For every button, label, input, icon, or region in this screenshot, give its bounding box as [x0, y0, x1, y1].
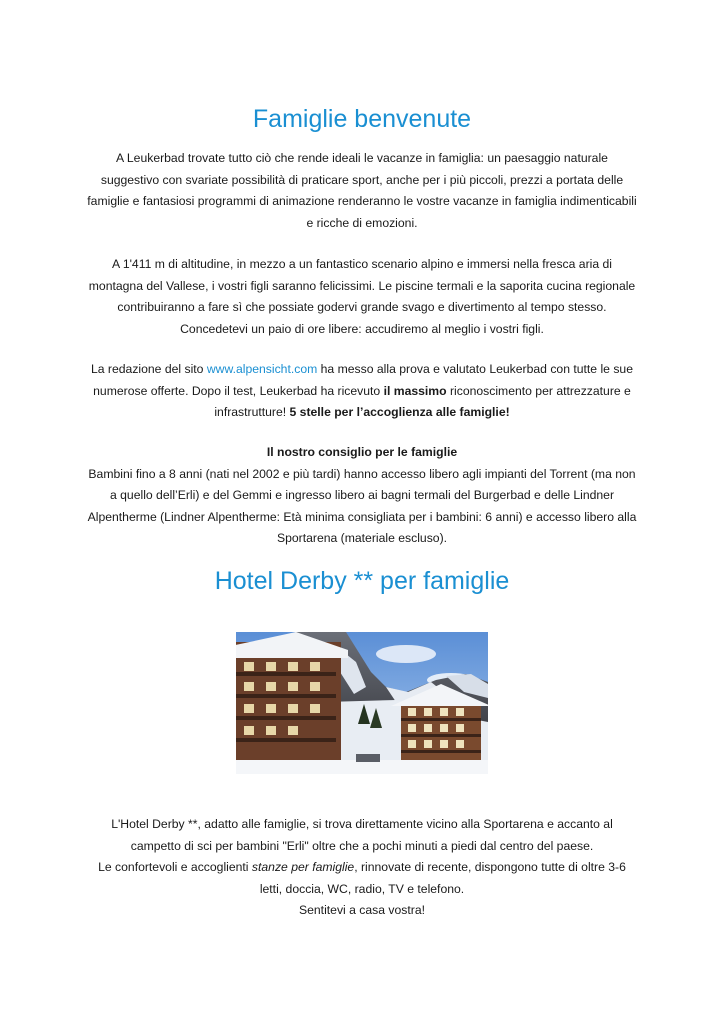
text-fragment: , rinnovate di recente, dispongono tutte di oltre 3-6: [354, 860, 626, 875]
text-fragment: ha messo alla prova e valutato Leukerbad con tutte le sue: [317, 362, 633, 376]
altitude-paragraph: [70, 254, 654, 340]
text-fragment: La redazione del sito: [90, 362, 207, 376]
italic-highlight: stanze per famiglie: [251, 860, 355, 875]
text-line: Concedetevi un paio di ore libere: accudiremo al meglio i vostri figli.: [180, 321, 544, 336]
section-title-famiglie: Famiglie benvenute: [252, 105, 472, 133]
text-line: [70, 359, 654, 381]
five-stars-highlight: 5 stelle per l’accoglienza alle famiglie!: [289, 405, 510, 420]
section-title-hotel-derby: Hotel Derby ** per famiglie: [214, 567, 510, 595]
text-fragment: Le confortevoli e accoglienti: [98, 860, 252, 875]
text-line: Sentitevi a casa vostra!: [299, 903, 425, 918]
text-line: [70, 381, 654, 403]
text-fragment: infrastrutture!: [214, 405, 290, 420]
text-line: [70, 857, 654, 879]
text-line: L'Hotel Derby **, adatto alle famiglie, si trova direttamente vicino alla Sportarena e accanto al: [111, 817, 613, 831]
bold-highlight: il massimo: [383, 383, 447, 398]
text-line: A 1'411 m di altitudine, in mezzo a un fantastico scenario alpino e immersi nella fresca aria di: [111, 257, 612, 271]
hotel-photo: [236, 632, 488, 774]
text-line: [70, 402, 654, 424]
text-line: campetto di sci per bambini "Erli" oltre che a pochi minuti a piedi dal centro del paese.: [130, 838, 594, 853]
text-line: suggestivo con svariate possibilità di praticare sport, anche per i più piccoli, prezzi a portata delle: [100, 172, 624, 187]
text-line: A Leukerbad trovate tutto ciò che rende ideali le vacanze in famiglia: un paesaggio naturale: [116, 151, 608, 165]
text-line: famiglie e fantasiosi programmi di animazione renderanno le vostre vacanze in famiglia indimenticabili: [87, 194, 637, 209]
text-line: Sportarena (materiale escluso).: [276, 531, 448, 546]
text-line: Alpentherme (Lindner Alpentherme: Età minima consigliata per i bambini: 6 anni) e accesso libero alla: [87, 509, 637, 524]
intro-paragraph: [70, 148, 654, 234]
text-fragment: riconoscimento per attrezzature e: [446, 383, 631, 398]
text-line: contribuiranno a fare sì che possiate godervi grande svago e divertimento al tempo stesso.: [117, 300, 607, 315]
family-tip-paragraph: [70, 442, 654, 550]
text-line: e ricche di emozioni.: [306, 215, 418, 230]
tip-heading: Il nostro consiglio per le famiglie: [266, 445, 458, 459]
text-line: montagna del Vallese, i vostri figli saranno felicissimi. Le piscine termali e la saporita cucina regionale: [88, 278, 636, 293]
review-paragraph: [70, 359, 654, 424]
text-line: Bambini fino a 8 anni (nati nel 2002 e più tardi) hanno accesso libero agli impianti del Torrent (ma non: [88, 466, 636, 481]
text-line: letti, doccia, WC, radio, TV e telefono.: [259, 881, 465, 896]
hotel-location-paragraph: [70, 814, 654, 922]
text-line: a quello dell’Erli) e del Gemmi e ingresso libero ai bagni termali del Burgerbad e delle Lindner: [109, 488, 615, 503]
text-fragment: numerose offerte. Dopo il test, Leukerbad ha ricevuto: [93, 383, 384, 398]
alpensicht-link[interactable]: www.alpensicht.com: [206, 362, 318, 376]
